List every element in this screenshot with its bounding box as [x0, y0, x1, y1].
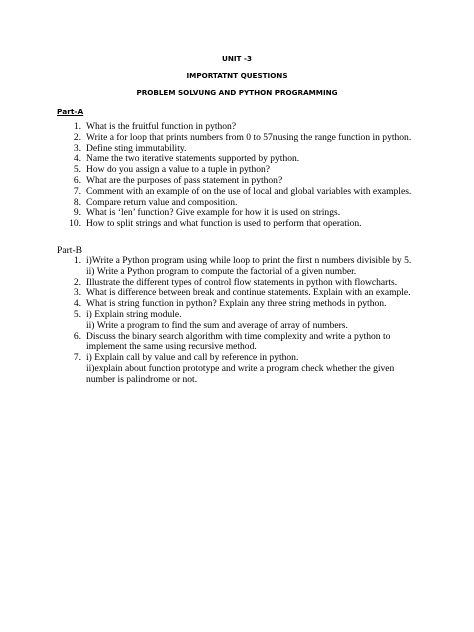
question-line: i)Write a Python program using while loop to print the first n numbers divisible by 5.: [86, 255, 412, 266]
question-line: What is difference between break and continue statements. Explain with an example.: [86, 287, 411, 299]
question-line: Write a for loop that prints numbers from 0 to 57nusing the range function in python.: [86, 131, 412, 143]
subject-title: PROBLEM SOLVUNG AND PYTHON PROGRAMMING: [136, 88, 338, 97]
question-number: 10.: [69, 218, 81, 230]
part-b-heading: Part-B: [57, 245, 83, 256]
question-line: How to split strings and what function is used to perform that operation.: [86, 218, 362, 230]
question-line: Compare return value and composition.: [86, 196, 238, 208]
question-line: What is the fruitful function in python?: [86, 121, 237, 132]
question-number: 2.: [73, 131, 81, 143]
question-line: Define sting immutability.: [86, 142, 187, 154]
question-line: ii) Write a Python program to compute the factorial of a given number.: [86, 265, 357, 277]
question-text: [86, 310, 428, 332]
question-number: 6.: [73, 330, 81, 342]
question-item: [57, 187, 428, 198]
question-number: 9.: [73, 207, 81, 219]
question-line: ii)explain about function prototype and write a program check whether the given: [86, 362, 395, 374]
question-number: 1.: [73, 255, 81, 266]
question-line: Discuss the binary search algorithm with time complexity and write a python to: [86, 330, 391, 342]
question-number: 4.: [73, 298, 81, 310]
question-item: [57, 219, 428, 230]
question-text: [86, 133, 428, 144]
document-title: IMPORTATNT QUESTIONS: [186, 71, 288, 80]
question-text: [86, 219, 428, 230]
question-item: [57, 353, 428, 385]
question-line: implement the same using recursive method.: [86, 341, 257, 353]
question-number: 5.: [73, 308, 81, 320]
question-text: [86, 332, 428, 354]
question-number: 3.: [73, 142, 81, 154]
unit-heading: UNIT -3: [222, 54, 252, 63]
question-text: [86, 256, 428, 278]
question-number: 4.: [73, 153, 81, 165]
question-line: i) Explain call by value and call by reference in python.: [86, 352, 299, 364]
question-line: What is ‘len’ function? Give example for how it is used on strings.: [86, 207, 341, 219]
question-line: What is string function in python? Explain any three string methods in python.: [86, 298, 387, 310]
question-number: 7.: [73, 352, 81, 364]
question-line: What are the purposes of pass statement in python?: [86, 174, 283, 186]
question-number: 6.: [73, 174, 81, 186]
question-line: Illustrate the different types of control flow statements in python with flowcharts.: [86, 276, 398, 288]
question-text: [86, 187, 428, 198]
question-number: 3.: [73, 287, 81, 299]
question-number: 1.: [73, 121, 81, 132]
question-item: [57, 256, 428, 278]
question-line: Name the two iterative statements supported by python.: [86, 153, 300, 165]
part-a-question-list: [57, 122, 428, 230]
question-line: How do you assign a value to a tuple in python?: [86, 164, 271, 176]
question-line: Comment with an example of on the use of local and global variables with examples.: [86, 185, 412, 197]
part-b-question-list: [57, 256, 428, 386]
question-number: 5.: [73, 164, 81, 176]
question-item: [57, 133, 428, 144]
question-number: 2.: [73, 276, 81, 288]
question-number: 7.: [73, 185, 81, 197]
question-item: [57, 332, 428, 354]
question-line: i) Explain string module.: [86, 308, 182, 320]
question-line: ii) Write a program to find the sum and average of array of numbers.: [86, 319, 348, 331]
question-number: 8.: [73, 196, 81, 208]
question-text: [86, 353, 428, 385]
question-line: number is palindrome or not.: [86, 373, 198, 385]
part-a-heading: Part-A: [57, 107, 84, 116]
question-item: [57, 310, 428, 332]
